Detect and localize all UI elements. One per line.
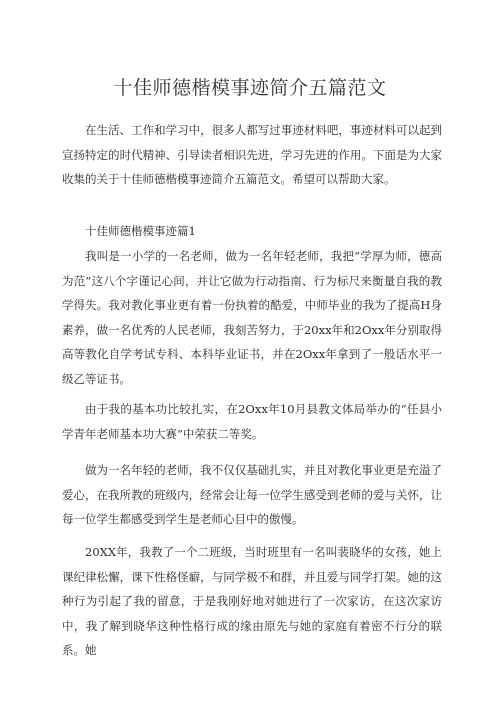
intro-paragraph: 在生活、工作和学习中，很多人都写过事迹材料吧，事迹材料可以起到宣扬特定的时代精神、引导读者相识先进，学习先进的作用。下面是为大家收集的关于十佳师德楷模事迹简介五篇范文。希望可以帮助大家。 bbox=[62, 123, 442, 187]
section-heading: 十佳师德楷模事迹篇1 bbox=[85, 224, 196, 238]
body-paragraph: 做为一名年轻的老师，我不仅仅基础扎实，并且对教化事业更是充溢了爱心，在我所教的班级内，经常会让每一位学生感受到老师的爱与关怀，让每一位学生都感受到学生是老师心目中的傲慢。 bbox=[62, 463, 442, 527]
body-paragraph: 20XX年，我教了一个二班级，当时班里有一名叫裴晓华的女孩，她上课纪律松懈，课下性格怪癖，与同学极不和群，并且爱与同学打架。她的这种行为引起了我的留意，于是我刚好地对她进行了一次家访，在这次家访中，我了解到晓华这种性格行成的缘由原先与她的家庭有着密不行分的联系。她 bbox=[62, 545, 442, 658]
body-paragraph: 由于我的基本功比较扎实，在2Oxx年10月县教文体局举办的“任县小学青年老师基本功大赛”中荣获二等奖。 bbox=[62, 402, 442, 441]
document-title: 十佳师德楷模事迹简介五篇范文 bbox=[113, 77, 387, 99]
body-paragraph: 我叫是一小学的一名老师，做为一名年轻老师，我把“学厚为师，德高为范”这八个字谨记心间，并让它做为行动指南、行为标尺来衡量自我的教学得失。我对教化事业更有着一份执着的酷爱，中师毕业的我为了提高H身素养，做一名优秀的人民老师，我刻苦努力，于20xx年和2Oxx年分别取得高等教化自学考试专科、本科毕业证书，并在2Oxx年拿到了一般话水平一级乙等证书。 bbox=[62, 249, 442, 386]
